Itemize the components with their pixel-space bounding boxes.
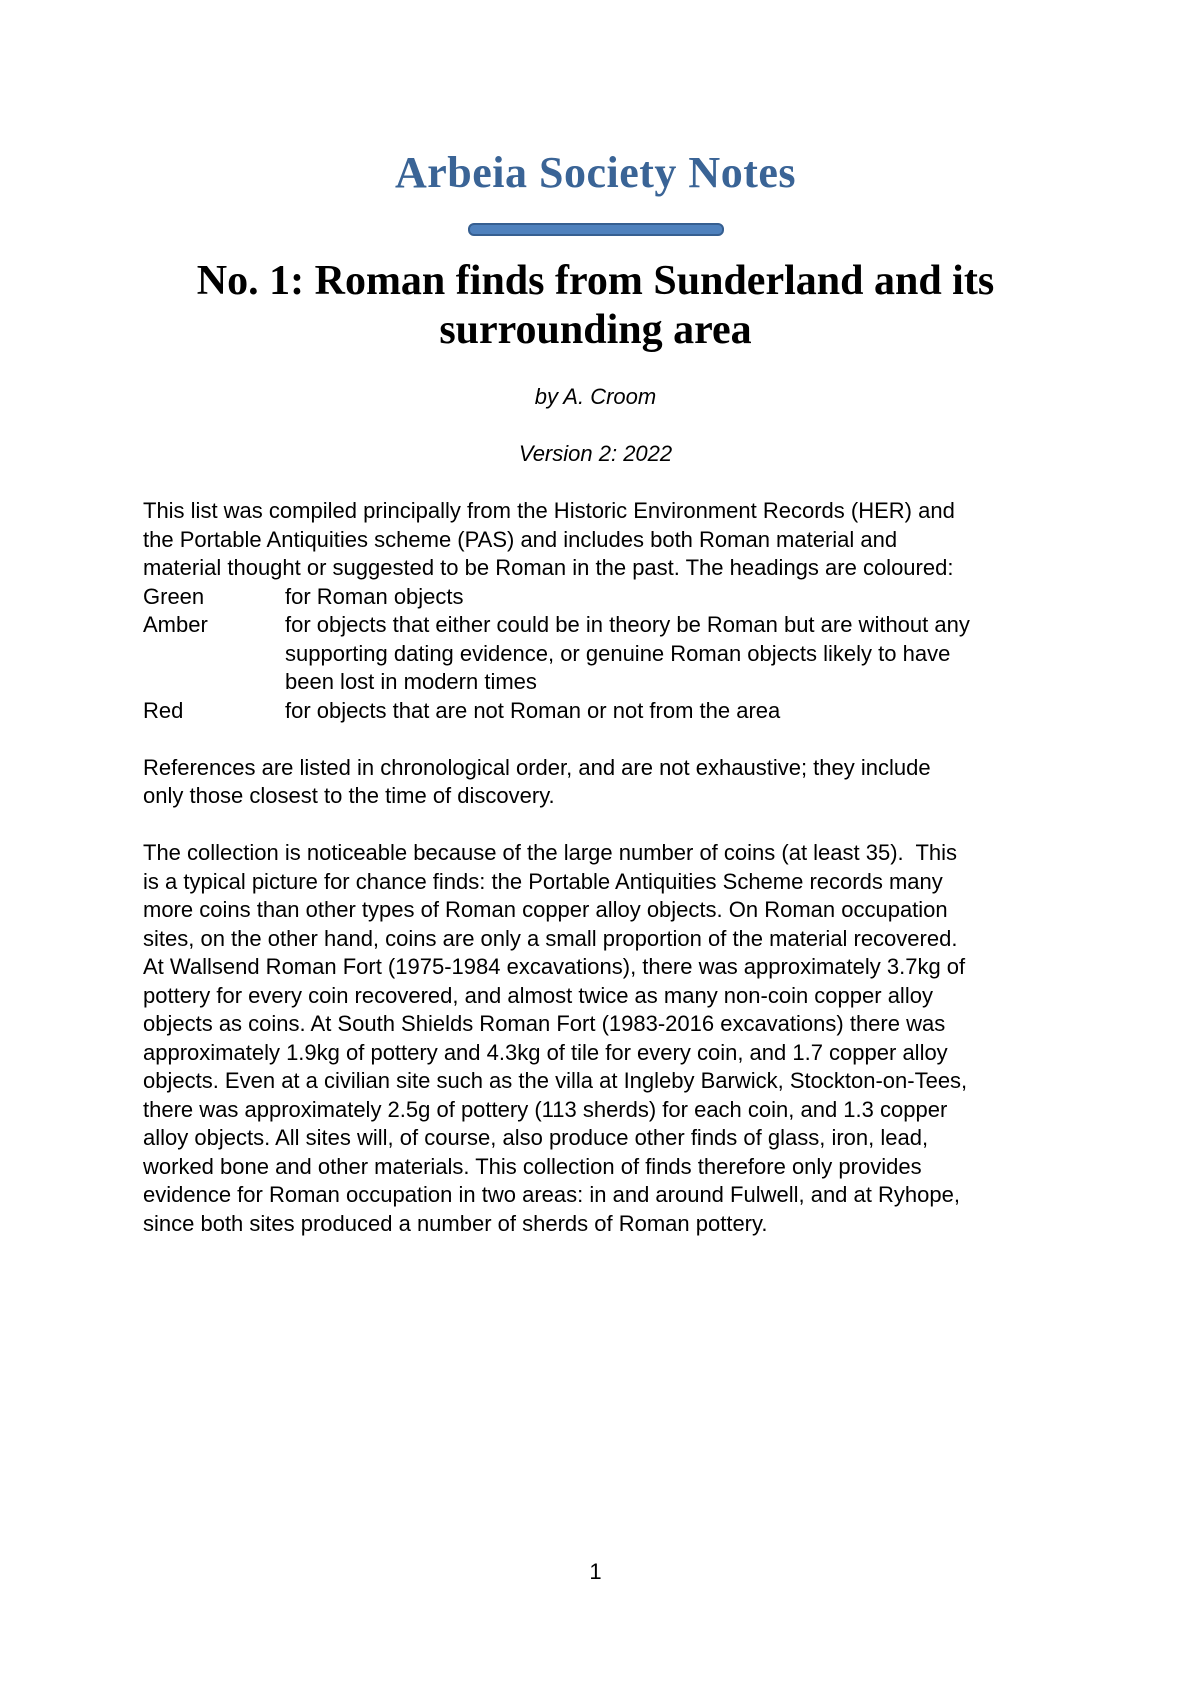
document-title: Arbeia Society Notes — [394, 148, 796, 197]
text-line: approximately 1.9kg of pottery and 4.3kg of tile for every coin, and 1.7 copper alloy — [143, 1039, 948, 1065]
page-number: 1 — [589, 1559, 602, 1584]
colour-key-row-red — [143, 697, 970, 726]
version-label: Version 2: 2022 — [518, 441, 673, 466]
intro-paragraph — [143, 497, 970, 583]
subtitle-line: No. 1: Roman finds from Sunderland and its — [196, 258, 995, 304]
text-line: worked bone and other materials. This collection of finds therefore only provides — [143, 1153, 922, 1179]
text-line: evidence for Roman occupation in two areas: in and around Fulwell, and at Ryhope, — [143, 1182, 960, 1207]
text-line: This list was compiled principally from the Historic Environment Records (HER) and — [143, 498, 955, 523]
colour-key-row-amber — [143, 611, 970, 697]
text-line: pottery for every coin recovered, and almost twice as many non-coin copper alloy — [143, 982, 933, 1008]
text-line: only those closest to the time of discovery. — [143, 783, 555, 808]
text-line: alloy objects. All sites will, of course, also produce other finds of glass, iron, lead, — [143, 1125, 929, 1150]
document-subtitle — [0, 257, 1191, 355]
text-line: is a typical picture for chance finds: the Portable Antiquities Scheme records many — [143, 868, 943, 894]
text-line: been lost in modern times — [285, 669, 537, 694]
title-divider-bar — [468, 223, 724, 236]
text-line: there was approximately 2.5g of pottery (113 sherds) for each coin, and 1.3 copper — [143, 1096, 948, 1122]
colour-key-label: Amber — [143, 612, 208, 637]
colour-key-label: Green — [143, 583, 205, 609]
colour-key-row-green — [143, 583, 970, 612]
text-line: objects as coins. At South Shields Roman Fort (1983-2016 excavations) there was — [143, 1011, 946, 1036]
colour-key — [143, 583, 970, 726]
text-line: for Roman objects — [285, 583, 464, 609]
text-line: objects. Even at a civilian site such as the villa at Ingleby Barwick, Stockton-on-Tees, — [143, 1068, 968, 1093]
colour-key-description — [285, 611, 970, 697]
subtitle-line: surrounding area — [439, 307, 752, 353]
colour-key-description — [285, 697, 780, 726]
document-body — [143, 497, 970, 1238]
colour-key-description — [285, 583, 464, 612]
byline: by A. Croom — [534, 384, 657, 409]
collection-paragraph — [143, 839, 970, 1238]
text-line: since both sites produced a number of sherds of Roman pottery. — [143, 1210, 768, 1236]
references-paragraph — [143, 754, 970, 811]
colour-key-label: Red — [143, 697, 184, 723]
text-line: References are listed in chronological order, and are not exhaustive; they include — [143, 754, 931, 780]
text-line: The collection is noticeable because of the large number of coins (at least 35). This — [143, 840, 958, 865]
text-line: the Portable Antiquities scheme (PAS) and includes both Roman material and — [143, 526, 898, 552]
text-line: At Wallsend Roman Fort (1975-1984 excavations), there was approximately 3.7kg of — [143, 954, 966, 979]
text-line: material thought or suggested to be Roman in the past. The headings are coloured: — [143, 555, 954, 580]
text-line: supporting dating evidence, or genuine Roman objects likely to have — [285, 640, 951, 666]
text-line: for objects that either could be in theory be Roman but are without any — [285, 612, 970, 637]
text-line: more coins than other types of Roman copper alloy objects. On Roman occupation — [143, 897, 948, 922]
text-line: sites, on the other hand, coins are only a small proportion of the material recovered. — [143, 925, 958, 951]
text-line: for objects that are not Roman or not from the area — [285, 697, 781, 723]
